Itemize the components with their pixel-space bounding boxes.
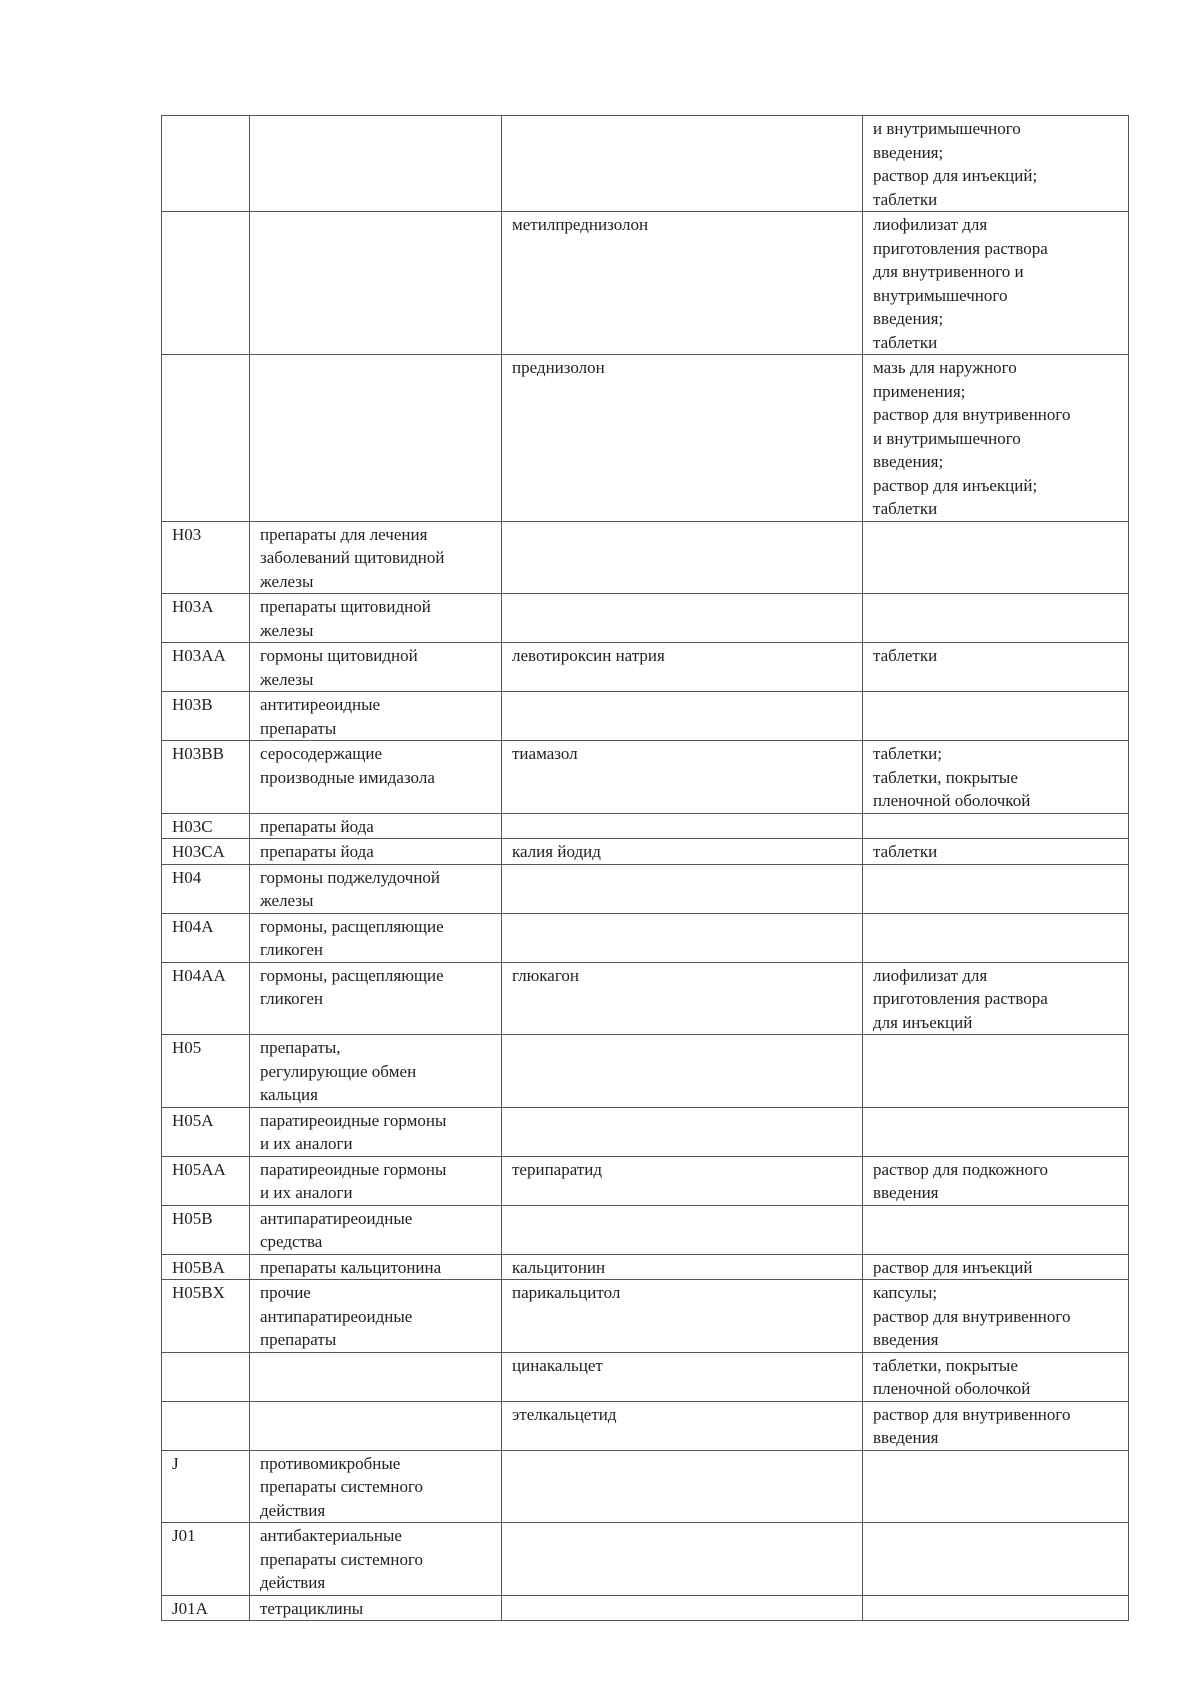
table-row <box>162 864 1129 913</box>
table-row <box>162 1450 1129 1523</box>
atc-code-cell <box>162 212 250 355</box>
atc-code-cell: H03CA <box>162 839 250 865</box>
dosage-form-cell <box>863 1035 1129 1108</box>
dosage-form-cell <box>863 594 1129 643</box>
anatomic-group-cell: препараты йода <box>250 839 502 865</box>
drug-substance-cell <box>502 116 863 212</box>
anatomic-group-cell <box>250 116 502 212</box>
atc-code-cell: J01A <box>162 1595 250 1621</box>
atc-code-cell: H04AA <box>162 962 250 1035</box>
atc-code-cell: H03B <box>162 692 250 741</box>
drug-substance-cell <box>502 1523 863 1596</box>
anatomic-group-cell: антипаратиреоидные средства <box>250 1205 502 1254</box>
table-row <box>162 1254 1129 1280</box>
drug-substance-cell: калия йодид <box>502 839 863 865</box>
table-row <box>162 1035 1129 1108</box>
table-row <box>162 212 1129 355</box>
table-row <box>162 1401 1129 1450</box>
dosage-form-cell <box>863 1595 1129 1621</box>
drug-substance-cell: кальцитонин <box>502 1254 863 1280</box>
table-row <box>162 813 1129 839</box>
drug-substance-cell: метилпреднизолон <box>502 212 863 355</box>
drug-substance-cell: парикальцитол <box>502 1280 863 1353</box>
anatomic-group-cell: антибактериальные препараты системного действия <box>250 1523 502 1596</box>
drug-substance-cell: цинакальцет <box>502 1352 863 1401</box>
drug-substance-cell: глюкагон <box>502 962 863 1035</box>
atc-code-cell: H03A <box>162 594 250 643</box>
table-row <box>162 116 1129 212</box>
anatomic-group-cell: противомикробные препараты системного действия <box>250 1450 502 1523</box>
drug-substance-cell <box>502 1035 863 1108</box>
dosage-form-cell: лиофилизат для приготовления раствора для внутривенного и внутримышечного введения; таблетки <box>863 212 1129 355</box>
drug-substance-cell <box>502 1450 863 1523</box>
table-row <box>162 355 1129 522</box>
drug-classification-table <box>161 115 1129 1621</box>
atc-code-cell: H03BB <box>162 741 250 814</box>
anatomic-group-cell <box>250 1401 502 1450</box>
dosage-form-cell <box>863 1523 1129 1596</box>
anatomic-group-cell: препараты для лечения заболеваний щитовидной железы <box>250 521 502 594</box>
dosage-form-cell: раствор для внутривенного введения <box>863 1401 1129 1450</box>
dosage-form-cell: таблетки, покрытые пленочной оболочкой <box>863 1352 1129 1401</box>
atc-code-cell: J <box>162 1450 250 1523</box>
table-row <box>162 643 1129 692</box>
table-row <box>162 1595 1129 1621</box>
atc-code-cell: H03AA <box>162 643 250 692</box>
anatomic-group-cell <box>250 355 502 522</box>
atc-code-cell: H05BX <box>162 1280 250 1353</box>
table-row <box>162 962 1129 1035</box>
dosage-form-cell: лиофилизат для приготовления раствора для инъекций <box>863 962 1129 1035</box>
anatomic-group-cell: паратиреоидные гормоны и их аналоги <box>250 1107 502 1156</box>
atc-code-cell: H05B <box>162 1205 250 1254</box>
table-row <box>162 692 1129 741</box>
anatomic-group-cell: прочие антипаратиреоидные препараты <box>250 1280 502 1353</box>
table-row <box>162 1352 1129 1401</box>
atc-code-cell: H05AA <box>162 1156 250 1205</box>
drug-substance-cell <box>502 913 863 962</box>
drug-substance-cell: этелкальцетид <box>502 1401 863 1450</box>
drug-substance-cell: терипаратид <box>502 1156 863 1205</box>
table-row <box>162 1205 1129 1254</box>
dosage-form-cell: мазь для наружного применения; раствор для внутривенного и внутримышечного введения; раствор для инъекций; таблетки <box>863 355 1129 522</box>
drug-substance-cell <box>502 594 863 643</box>
drug-substance-cell <box>502 1107 863 1156</box>
anatomic-group-cell <box>250 1352 502 1401</box>
dosage-form-cell <box>863 813 1129 839</box>
anatomic-group-cell: препараты, регулирующие обмен кальция <box>250 1035 502 1108</box>
anatomic-group-cell: препараты щитовидной железы <box>250 594 502 643</box>
anatomic-group-cell: гормоны, расщепляющие гликоген <box>250 962 502 1035</box>
atc-code-cell: H04A <box>162 913 250 962</box>
dosage-form-cell <box>863 1107 1129 1156</box>
dosage-form-cell <box>863 692 1129 741</box>
dosage-form-cell <box>863 1205 1129 1254</box>
anatomic-group-cell: гормоны, расщепляющие гликоген <box>250 913 502 962</box>
table-row <box>162 741 1129 814</box>
atc-code-cell: H05A <box>162 1107 250 1156</box>
atc-code-cell <box>162 1401 250 1450</box>
atc-code-cell: H03C <box>162 813 250 839</box>
atc-code-cell: H04 <box>162 864 250 913</box>
atc-code-cell <box>162 1352 250 1401</box>
dosage-form-cell: таблетки; таблетки, покрытые пленочной оболочкой <box>863 741 1129 814</box>
anatomic-group-cell: гормоны щитовидной железы <box>250 643 502 692</box>
drug-substance-cell <box>502 1595 863 1621</box>
atc-code-cell <box>162 116 250 212</box>
table-body <box>162 116 1129 1621</box>
dosage-form-cell: раствор для подкожного введения <box>863 1156 1129 1205</box>
drug-substance-cell <box>502 1205 863 1254</box>
dosage-form-cell: таблетки <box>863 643 1129 692</box>
drug-substance-cell: левотироксин натрия <box>502 643 863 692</box>
table-row <box>162 1280 1129 1353</box>
drug-substance-cell <box>502 864 863 913</box>
table-row <box>162 1156 1129 1205</box>
drug-substance-cell <box>502 692 863 741</box>
drug-substance-cell: преднизолон <box>502 355 863 522</box>
dosage-form-cell: капсулы; раствор для внутривенного введения <box>863 1280 1129 1353</box>
dosage-form-cell <box>863 864 1129 913</box>
anatomic-group-cell: препараты кальцитонина <box>250 1254 502 1280</box>
anatomic-group-cell: тетрациклины <box>250 1595 502 1621</box>
atc-code-cell: J01 <box>162 1523 250 1596</box>
atc-code-cell: H05BA <box>162 1254 250 1280</box>
table-row <box>162 521 1129 594</box>
dosage-form-cell <box>863 913 1129 962</box>
anatomic-group-cell: паратиреоидные гормоны и их аналоги <box>250 1156 502 1205</box>
anatomic-group-cell: серосодержащие производные имидазола <box>250 741 502 814</box>
table-row <box>162 1107 1129 1156</box>
anatomic-group-cell: гормоны поджелудочной железы <box>250 864 502 913</box>
table-row <box>162 1523 1129 1596</box>
anatomic-group-cell: препараты йода <box>250 813 502 839</box>
drug-substance-cell: тиамазол <box>502 741 863 814</box>
dosage-form-cell: раствор для инъекций <box>863 1254 1129 1280</box>
table-row <box>162 913 1129 962</box>
dosage-form-cell <box>863 521 1129 594</box>
atc-code-cell <box>162 355 250 522</box>
drug-substance-cell <box>502 521 863 594</box>
drug-substance-cell <box>502 813 863 839</box>
dosage-form-cell: и внутримышечного введения; раствор для инъекций; таблетки <box>863 116 1129 212</box>
table-row <box>162 839 1129 865</box>
atc-code-cell: H03 <box>162 521 250 594</box>
atc-code-cell: H05 <box>162 1035 250 1108</box>
table-row <box>162 594 1129 643</box>
anatomic-group-cell: антитиреоидные препараты <box>250 692 502 741</box>
dosage-form-cell: таблетки <box>863 839 1129 865</box>
anatomic-group-cell <box>250 212 502 355</box>
dosage-form-cell <box>863 1450 1129 1523</box>
